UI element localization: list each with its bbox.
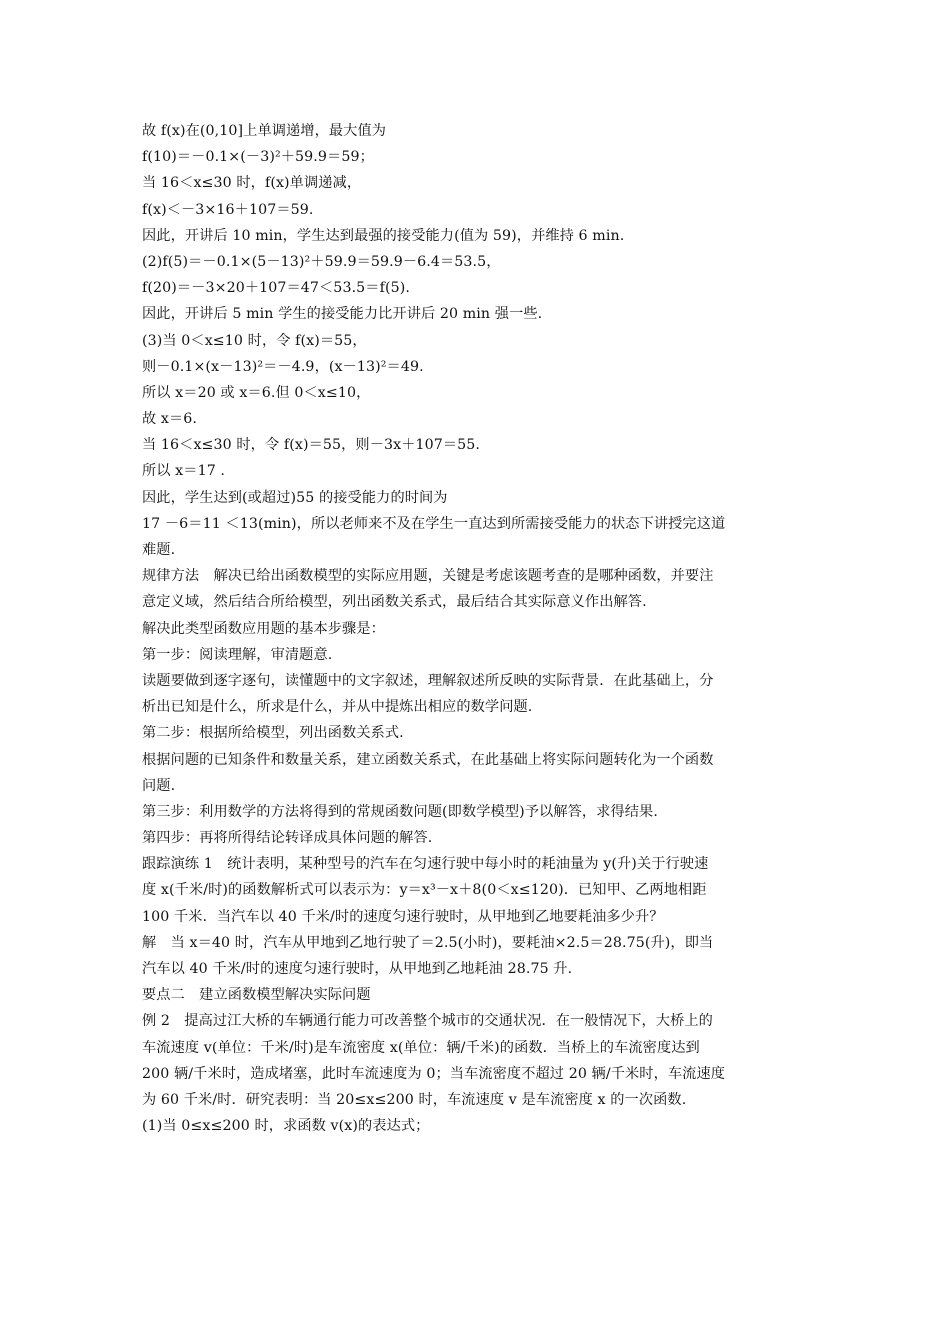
text-line: 所以 x＝17 . — [142, 463, 226, 480]
text-line: 当 16＜x≤30 时，令 f(x)＝55，则－3x＋107＝55. — [142, 437, 481, 454]
text-line: 因此，开讲后 5 min 学生的接受能力比开讲后 20 min 强一些. — [142, 306, 543, 323]
section-heading: 要点二 建立函数模型解决实际问题 — [142, 987, 371, 1004]
text-line: 问题. — [142, 777, 176, 794]
text-line: 例 2 提高过江大桥的车辆通行能力可改善整个城市的交通状况．在一般情况下，大桥上的 — [142, 1013, 713, 1030]
text-line: 故 f(x)在(0,10]上单调递增，最大值为 — [142, 123, 387, 139]
text-line: 第四步：再将所得结论转译成具体问题的解答. — [142, 830, 433, 847]
text-line: 第三步：利用数学的方法将得到的常规函数问题(即数学模型)予以解答，求得结果. — [142, 803, 658, 820]
text-line: 规律方法 解决已给出函数模型的实际应用题，关键是考虑该题考查的是哪种函数，并要注 — [142, 568, 714, 585]
text-line: (3)当 0＜x≤10 时，令 f(x)＝55， — [142, 332, 367, 349]
text-line: 车流速度 v(单位：千米/时)是车流密度 x(单位：辆/千米)的函数．当桥上的车流密度达到 — [142, 1039, 700, 1056]
text-line: 意定义域，然后结合所给模型，列出函数关系式，最后结合其实际意义作出解答. — [142, 594, 647, 611]
text-line: 为 60 千米/时．研究表明：当 20≤x≤200 时，车流速度 v 是车流密度 x 的一次函数. — [142, 1091, 687, 1108]
text-line: 200 辆/千米时，造成堵塞，此时车流速度为 0；当车流密度不超过 20 辆/千米时，车流速度 — [142, 1065, 726, 1082]
text-line: (1)当 0≤x≤200 时，求函数 v(x)的表达式； — [142, 1118, 430, 1135]
document-body — [142, 118, 818, 1139]
text-line: 跟踪演练 1 统计表明，某种型号的汽车在匀速行驶中每小时的耗油量为 y(升)关于行驶速 — [142, 856, 709, 873]
text-line: 根据问题的已知条件和数量关系，建立函数关系式，在此基础上将实际问题转化为一个函数 — [142, 751, 714, 768]
text-line: 17 －6＝11 ＜13(min)，所以老师来不及在学生一直达到所需接受能力的状态下讲授完这道 — [142, 515, 726, 532]
text-line: 读题要做到逐字逐句，读懂题中的文字叙述，理解叙述所反映的实际背景．在此基础上，分 — [142, 672, 714, 689]
text-line: 第二步：根据所给模型，列出函数关系式. — [142, 725, 404, 742]
text-line: 析出已知是什么，所求是什么，并从中提炼出相应的数学问题. — [142, 699, 533, 716]
text-line: 因此，开讲后 10 min，学生达到最强的接受能力(值为 59)，并维持 6 min. — [142, 227, 625, 244]
text-line: f(10)＝－0.1×(－3)²＋59.9＝59； — [142, 149, 374, 166]
text-line: 度 x(千米/时)的函数解析式可以表示为：y＝x³－x＋8(0＜x≤120)．已知甲、乙两地相距 — [142, 882, 707, 899]
text-line: 解决此类型函数应用题的基本步骤是： — [142, 620, 385, 637]
text-line: 所以 x＝20 或 x＝6.但 0＜x≤10， — [142, 384, 371, 401]
text-line: 100 千米．当汽车以 40 千米/时的速度匀速行驶时，从甲地到乙地要耗油多少升？ — [142, 908, 664, 925]
text-line: 当 16＜x≤30 时，f(x)单调递减， — [142, 175, 362, 192]
text-line: f(x)＜－3×16＋107＝59. — [142, 201, 314, 218]
text-line: (2)f(5)＝－0.1×(5－13)²＋59.9＝59.9－6.4＝53.5， — [142, 253, 501, 270]
text-line: 难题. — [142, 542, 176, 558]
text-line: f(20)＝－3×20＋107＝47＜53.5＝f(5). — [142, 280, 410, 297]
text-line: 因此，学生达到(或超过)55 的接受能力的时间为 — [142, 489, 448, 506]
text-line: 第一步：阅读理解，审清题意. — [142, 646, 333, 663]
text-line: 汽车以 40 千米/时的速度匀速行驶时，从甲地到乙地耗油 28.75 升. — [142, 961, 573, 977]
text-line: 解 当 x＝40 时，汽车从甲地到乙地行驶了＝2.5(小时)，要耗油×2.5＝28.75(升)，即当 — [142, 934, 714, 951]
text-line: 则－0.1×(x－13)²＝－4.9，(x－13)²＝49. — [142, 358, 424, 375]
text-line: 故 x＝6. — [142, 411, 198, 428]
